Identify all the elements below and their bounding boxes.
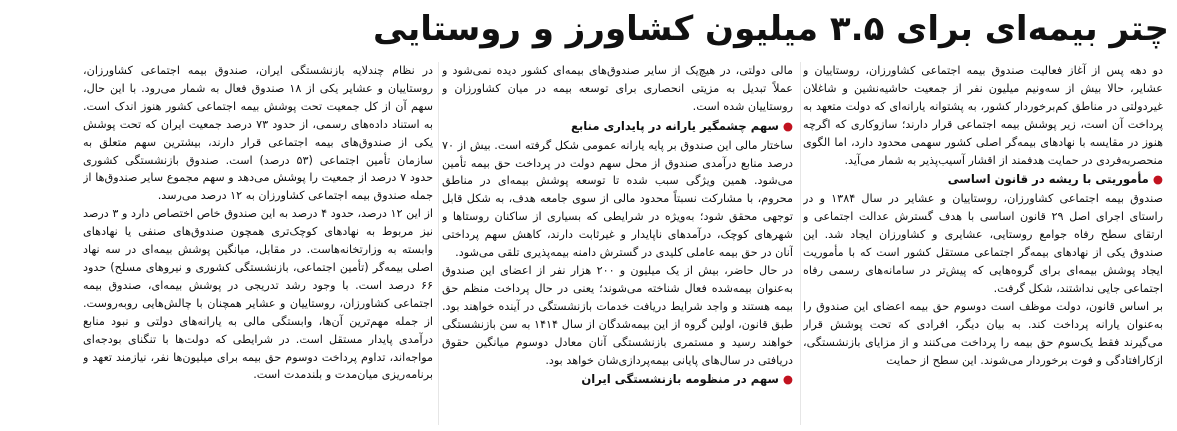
column-2 [442,62,793,428]
paragraph: دو دهه پس از آغاز فعالیت صندوق بیمه اجتماعی کشاورزان، روستاییان و عشایر، حالا بیش از سه‌ونیم میلیون نفر از جمعیت حاشیه‌نشین و شاغلان غیردولتی در مناطق کم‌برخوردار کشور، به پشتوانه یارانه‌ای که دولت متعهد به پرداخت آن است، زیر پوشش بیمه اجتماعی قرار دارند؛ سازوکاری که اگرچه هنوز در مقایسه با نهادهای بیمه‌گر اصلی کشور سهمی محدود دارد، اما الگوی منحصربه‌فردی در حمایت هدفمند از اقشار آسیب‌پذیر به شمار می‌آید. [803,64,1163,167]
subheading-text: مأموریتی با ریشه در قانون اساسی [947,172,1149,187]
paragraph: بر اساس قانون، دولت موظف است دوسوم حق بیمه اعضای این صندوق را به‌عنوان یارانه پرداخت کند. به بیان دیگر، افرادی که تحت پوشش قرار می‌گیرند فقط یک‌سوم حق بیمه را پرداخت می‌کنند و از مزایای بازنشستگی، ازکارافتادگی و فوت برخوردار می‌شوند. این سطح از حمایت [803,299,1163,367]
subheading [442,118,793,136]
bullet-icon: ● [782,118,793,133]
column-divider [800,62,801,425]
paragraph: مالی دولتی، در هیچ‌یک از سایر صندوق‌های بیمه‌ای کشور دیده نمی‌شود و عملاً تبدیل به مزیتی انحصاری برای توسعه بیمه در میان کشاورزان و روستاییان شده است. [442,64,793,113]
bullet-icon: ● [782,372,793,387]
paragraph: صندوق بیمه اجتماعی کشاورزان، روستاییان و عشایر در سال ۱۳۸۴ و در راستای اجرای اصل ۲۹ قانون اساسی با هدف گسترش عدالت اجتماعی و ارتقای سطح رفاه جوامع روستایی، عشایری و کشاورزان ایجاد شد. این صندوق یکی از نهادهای بیمه‌گر اجتماعی مستقل کشور است که با مأموریت ایجاد پوشش بیمه‌ای برای گروه‌هایی که پیش‌تر در سامانه‌های رسمی رفاه اجتماعی جایی نداشتند، شکل گرفت. [803,192,1163,295]
subheading [442,371,793,389]
column-divider [438,62,439,425]
column-3 [83,62,433,428]
column-1 [803,62,1163,428]
paragraph: در نظام چندلایه بازنشستگی ایران، صندوق بیمه اجتماعی کشاورزان، روستاییان و عشایر یکی از ۱۸ صندوق فعال به شمار می‌رود. با این حال، سهم آن از کل جمعیت تحت پوشش بیمه اجتماعی کشور هنوز اندک است. به استناد داده‌های رسمی، از حدود ۷۳ درصد جمعیت ایران که تحت پوشش یکی از صندوق‌های بیمه اجتماعی قرار دارند، بیشترین سهم متعلق به سازمان تأمین اجتماعی (۵۳ درصد) است. صندوق بازنشستگی کشوری حدود ۷ درصد از جمعیت را پوشش می‌دهد و سهم مجموع سایر صندوق‌ها از جمله صندوق بیمه اجتماعی کشاورزان به ۱۲ درصد می‌رسد. [83,64,433,203]
paragraph: در حال حاضر، بیش از یک میلیون و ۲۰۰ هزار نفر از اعضای این صندوق به‌عنوان بیمه‌شده فعال شناخته می‌شوند؛ یعنی در حال پرداخت منظم حق بیمه هستند و واجد شرایط دریافت خدمات بازنشستگی در آینده خواهند بود. طبق قانون، اولین گروه از این بیمه‌شدگان از سال ۱۴۱۴ به سن بازنشستگی خواهند رسید و مستمری بازنشستگی آنان معادل دوسوم میانگین حقوق دریافتی در سال‌های پایانی بیمه‌پردازی‌شان خواهد بود. [442,263,793,367]
subheading-text: سهم در منظومه بازنشستگی ایران [581,372,779,387]
headline: چتر بیمه‌ای برای ۳.۵ میلیون کشاورز و روستایی [373,9,1169,49]
bullet-icon: ● [1152,172,1163,187]
subheading [803,171,1163,189]
paragraph: از این ۱۲ درصد، حدود ۴ درصد به این صندوق خاص اختصاص دارد و ۳ درصد نیز مربوط به نهادهای کوچک‌تری همچون صندوق‌های صنفی یا نهادهای وابسته به وزارتخانه‌هاست. در مقابل، میانگین پوشش بیمه‌ای در سه نهاد اصلی بیمه‌گر (تأمین اجتماعی، بازنشستگی کشوری و نیروهای مسلح) حدود ۶۶ درصد است. با وجود رشد تدریجی در پوشش بیمه‌ای، صندوق بیمه اجتماعی کشاورزان، روستاییان و عشایر همچنان با چالش‌هایی روبه‌روست. از جمله مهم‌ترین آن‌ها، وابستگی مالی به یارانه‌های دولتی و نبود منابع درآمدی پایدار مستقل است. در شرایطی که دولت‌ها با تنگنای بودجه‌ای مواجه‌اند، تداوم پرداخت دوسوم حق بیمه برای میلیون‌ها نفر، نیازمند تعهد و برنامه‌ریزی میان‌مدت و بلندمدت است. [83,207,433,382]
subheading-text: سهم چشمگیر یارانه در پایداری منابع [571,118,779,133]
paragraph: ساختار مالی این صندوق بر پایه یارانه عمومی شکل گرفته است. بیش از ۷۰ درصد منابع درآمدی صندوق از محل سهم دولت در پرداخت حق بیمه تأمین می‌شود. همین ویژگی سبب شده تا توسعه پوشش بیمه‌ای در مناطق محروم، با مشارکت نسبتاً محدود مالی از سوی جامعه هدف، به شکل قابل توجهی محقق شود؛ به‌ویژه در شرایطی که بسیاری از ساکنان روستاها و شهرهای کوچک، درآمدهای ناپایدار و غیرثابت دارند، کاهش سهم پرداختی آنان در حق بیمه عاملی کلیدی در گسترش دامنه بیمه‌پذیری تلقی می‌شود. [442,138,793,260]
